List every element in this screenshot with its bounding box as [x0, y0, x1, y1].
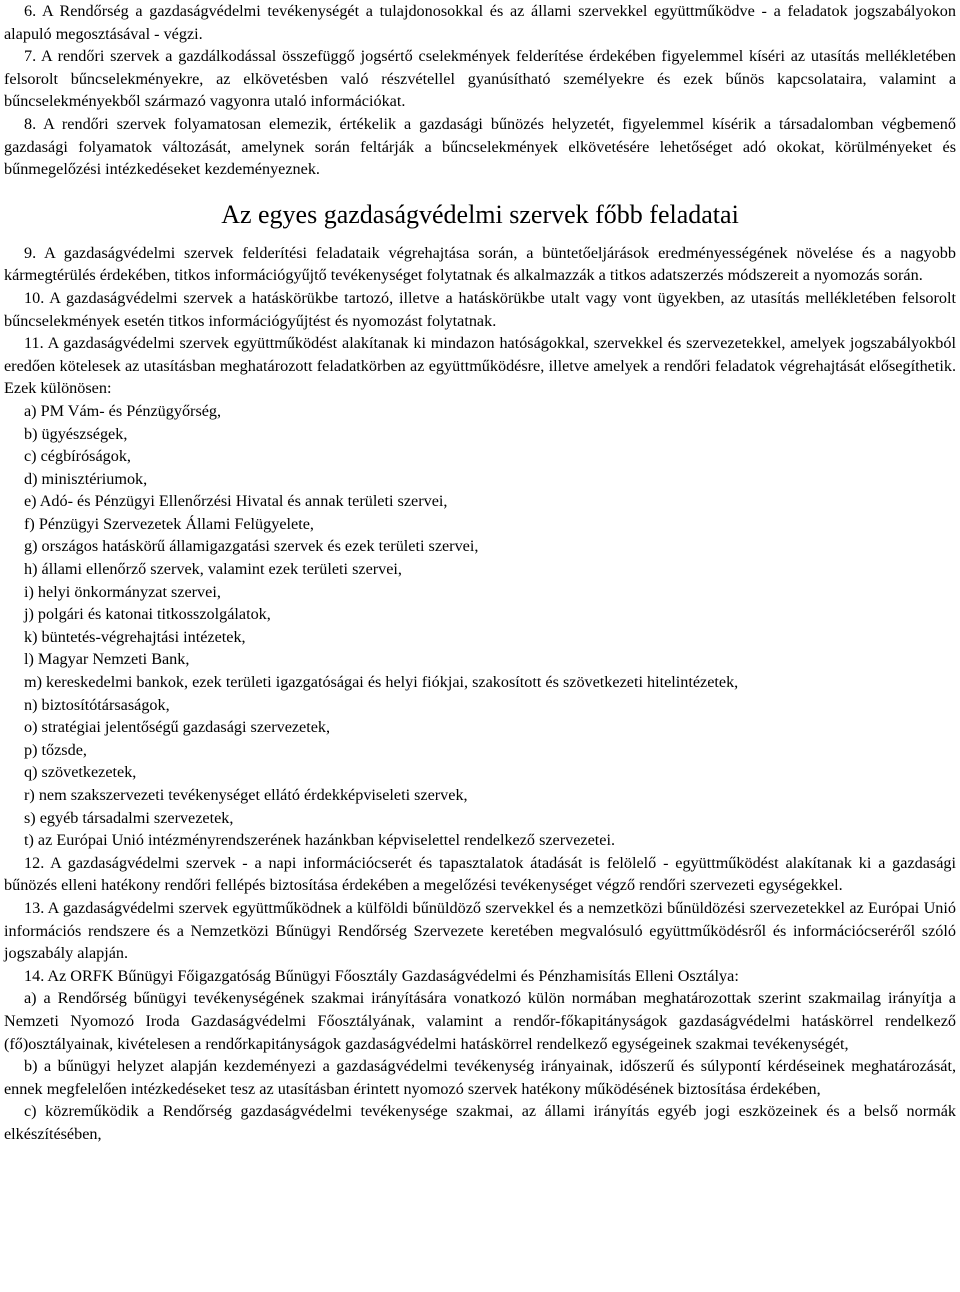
list-item: s) egyéb társadalmi szervezetek, [24, 808, 234, 827]
paragraph-13: 13. A gazdaságvédelmi szervek együttműködnek a külföldi bűnüldöző szervekkel és a nemzetközi bűnüldözési szervezetekkel az Európai Unió információs rendszere és a Nemzetközi Bűnügyi Rendőrség Szervezete keretében megvalósuló együttműködésről és információcseréről szóló jogszabály alapján. [4, 898, 956, 963]
list-item: c) cégbíróságok, [24, 447, 131, 466]
paragraph-14-a: a) a Rendőrség bűnügyi tevékenységének szakmai irányítására vonatkozó külön normában meghatározottak szerint szakmailag irányítja a Nemzeti Nyomozó Iroda Gazdaságvédelmi Főosztályának, valamint a rendőr-főkapitányságok gazdaságvédelmi hatáskörrel rendelkező (fő)osztályainak, kivételesen a rendőrkapitányságok gazdaságvédelmi hatáskörrel rendelkező egységeinek szakmai tevékenységét, [4, 989, 956, 1053]
list-item: i) helyi önkormányzat szervei, [24, 582, 221, 601]
paragraph-14: 14. Az ORFK Bűnügyi Főigazgatóság Bűnügyi Főosztály Gazdaságvédelmi és Pénzhamisítás Elleni Osztálya: [24, 966, 739, 985]
paragraph-14-b: b) a bűnügyi helyzet alapján kezdeményezi a gazdaságvédelmi tevékenység irányainak, időszerű és súlypontí kérdéseinek meghatározását, ennek megfelelően intézkedéseket tesz az utasításban érintett nyomozó szervek hatékony működésének biztosítása érdekében, [4, 1057, 956, 1098]
list-item: t) az Európai Unió intézményrendszerének hazánkban képviselettel rendelkező szervezetei. [24, 831, 616, 850]
list-item: m) kereskedelmi bankok, ezek területi igazgatóságai és helyi fiókjai, szakosított és szövetkezeti hitelintézetek, [24, 673, 739, 692]
paragraph-8: 8. A rendőri szervek folyamatosan elemezik, értékelik a gazdasági bűnözés helyzetét, figyelemmel kísérik a társadalomban végbemenő gazdasági folyamatok változását, amelynek során feltárják a bűncselekmények elkövetésére lehetőséget adó okokat, körülményeket és bűnmegelőzési intézkedéseket kezdeményeznek. [4, 114, 956, 179]
list-item: e) Adó- és Pénzügyi Ellenőrzési Hivatal és annak területi szervei, [24, 492, 448, 511]
paragraph-6: 6. A Rendőrség a gazdaságvédelmi tevékenységét a tulajdonosokkal és az állami szervekkel együttműködve - a feladatok jogszabályokon alapuló megosztásával - végzi. [4, 2, 956, 43]
paragraph-10: 10. A gazdaságvédelmi szervek a hatáskörükbe tartozó, illetve a hatáskörükbe utalt vagy vont ügyekben, az utasítás mellékletében felsorolt bűncselekmények esetén titkos információgyűjtést és nyomozást folytatnak. [4, 288, 956, 330]
list-item: p) tőzsde, [24, 740, 87, 759]
list-item: a) PM Vám- és Pénzügyőrség, [24, 401, 222, 420]
list-item: q) szövetkezetek, [24, 763, 137, 782]
list-item: o) stratégiai jelentőségű gazdasági szervezetek, [24, 718, 331, 737]
list-item: r) nem szakszervezeti tevékenységet ellátó érdekképviseleti szervek, [24, 786, 468, 804]
paragraph-7: 7. A rendőri szervek a gazdálkodással összefüggő jogsértő cselekmények felderítése érdekében figyelemmel kíséri az utasítás mellékletében felsorolt bűncselekményekre, az elkövetésben való részvétellel gyanúsítható személyekre és ezek bűnös kapcsolataira, valamint a bűncselekményekből származó vagyonra utaló információkat. [4, 47, 956, 111]
list-item: n) biztosítótársaságok, [24, 695, 170, 714]
paragraph-11: 11. A gazdaságvédelmi szervek együttműködést alakítanak ki mindazon hatóságokkal, szervekkel és szervezetekkel, amelyek jogszabályokból eredően kötelesek az utasításban meghatározott feladatkörben az együttműködésre, illetve amelyek a rendőri feladatok végrehajtását elősegíthetik. Ezek különösen: [4, 334, 956, 398]
list-item: l) Magyar Nemzeti Bank, [24, 650, 190, 669]
section-heading: Az egyes gazdaságvédelmi szervek főbb feladatai [221, 199, 739, 229]
list-item: k) büntetés-végrehajtási intézetek, [24, 627, 246, 646]
cooperation-list [4, 400, 956, 852]
list-item: f) Pénzügyi Szervezetek Állami Felügyelete, [24, 514, 314, 533]
list-item: h) állami ellenőrző szervek, valamint ezek területi szervei, [24, 560, 402, 579]
list-item: d) minisztériumok, [24, 469, 148, 488]
list-item: b) ügyészségek, [24, 424, 128, 443]
paragraph-14-c: c) közreműködik a Rendőrség gazdaságvédelmi tevékenysége szakmai, az állami irányítás egyéb jogi eszközeinek és a belső normák elkészítésében, [4, 1102, 956, 1143]
list-item: j) polgári és katonai titkosszolgálatok, [24, 605, 271, 624]
paragraph-12: 12. A gazdaságvédelmi szervek - a napi információcserét és tapasztalatok átadását is felölelő - együttműködést alakítanak ki a gazdasági bűnözés elleni hatékony rendőri fellépés biztosítása érdekében a megelőzési tevékenységet végző rendőri szervezeti egységekkel. [4, 853, 956, 895]
paragraph-9: 9. A gazdaságvédelmi szervek felderítési feladataik végrehajtása során, a büntetőeljárások eredményességének növelése és a nagyobb kármegtérülés érdekében, titkos információgyűjtő tevékenységet folytatnak és alkalmazzák a titkos adatszerzés módszereit a nyomozás során. [4, 243, 956, 285]
list-item: g) országos hatáskörű államigazgatási szervek és ezek területi szervei, [24, 537, 479, 556]
